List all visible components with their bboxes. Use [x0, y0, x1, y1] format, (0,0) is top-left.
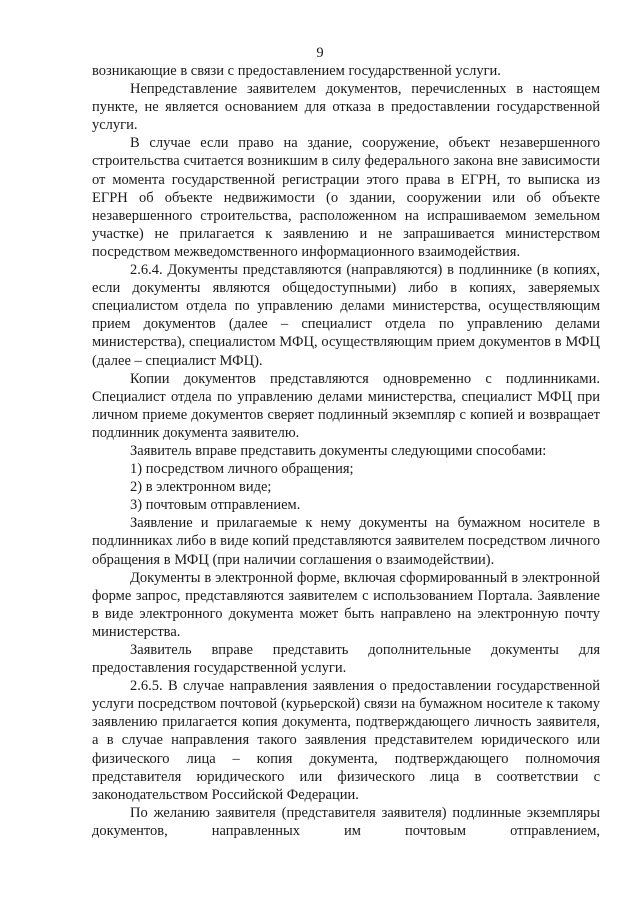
list-item-electronic: 2) в электронном виде;: [130, 479, 272, 496]
paragraph-submission-methods: Заявитель вправе представить документы следующими способами:: [130, 442, 547, 459]
paragraph-2-6-4: 2.6.4. Документы представляются (направляются) в подлиннике (в копиях, если документы являются общедоступными) либо в копиях, заверяемых специалистом отдела по управлению делами министерства, осуществляющим прием документов (далее – специалист отдела по управлению делами министерства), специалистом МФЦ, осуществляющим прием документов в МФЦ (далее – специалист МФЦ).: [92, 262, 600, 369]
paragraph-continuation: возникающие в связи с предоставлением государственной услуги.: [92, 63, 501, 79]
list-item-postal: 3) почтовым отправлением.: [130, 497, 301, 514]
paragraph-originals-return: По желанию заявителя (представителя заявителя) подлинные экземпляры документов, направленных им почтовым отправлением,: [92, 804, 600, 839]
paragraph-electronic-documents: Документы в электронной форме, включая сформированный в электронной форме запрос, представляются заявителем с использованием Портала. Заявление в виде электронного документа может быть направлено на электронную почту министерства.: [92, 569, 600, 640]
paragraph-additional-documents: Заявитель вправе представить дополнительные документы для предоставления государственной услуги.: [92, 642, 600, 677]
list-item-personal: 1) посредством личного обращения;: [130, 461, 354, 478]
paragraph-copies: Копии документов представляются одновременно с подлинниками. Специалист отдела по управлению делами министерства, специалист МФЦ при личном приеме документов сверяет подлинный экземпляр с копией и возвращает подлинник документа заявителю.: [92, 370, 600, 441]
paragraph-2-6-5: 2.6.5. В случае направления заявления о предоставлении государственной услуги посредством почтовой (курьерской) связи на бумажном носителе к такому заявлению прилагается копия документа, подтверждающего личность заявителя, а в случае направления такого заявления представителем юридического или физического лица – копия документа, подтверждающего полномочия представителя юридического или физического лица в соответствии с законодательством Российской Федерации.: [92, 678, 600, 803]
document-body: [92, 62, 600, 840]
page-number: 9: [316, 45, 324, 61]
paragraph-non-submission: Непредставление заявителем документов, перечисленных в настоящем пункте, не является основанием для отказа в предоставлении государственной услуги.: [92, 81, 600, 134]
paragraph-egrn-extract: В случае если право на здание, сооружение, объект незавершенного строительства считается возникшим в силу федерального закона вне зависимости от момента государственной регистрации этого права в ЕГРН, то выписка из ЕГРН об объекте недвижимости (о здании, сооружении или об объекте незавершенного строительства, расположенном на испрашиваемом земельном участке) не прилагается к заявлению и не запрашивается министерством посредством межведомственного информационного взаимодействия.: [92, 135, 600, 260]
paragraph-paper-documents: Заявление и прилагаемые к нему документы на бумажном носителе в подлинниках либо в виде копий представляются заявителем посредством личного обращения в МФЦ (при наличии соглашения о взаимодействии).: [92, 515, 600, 568]
